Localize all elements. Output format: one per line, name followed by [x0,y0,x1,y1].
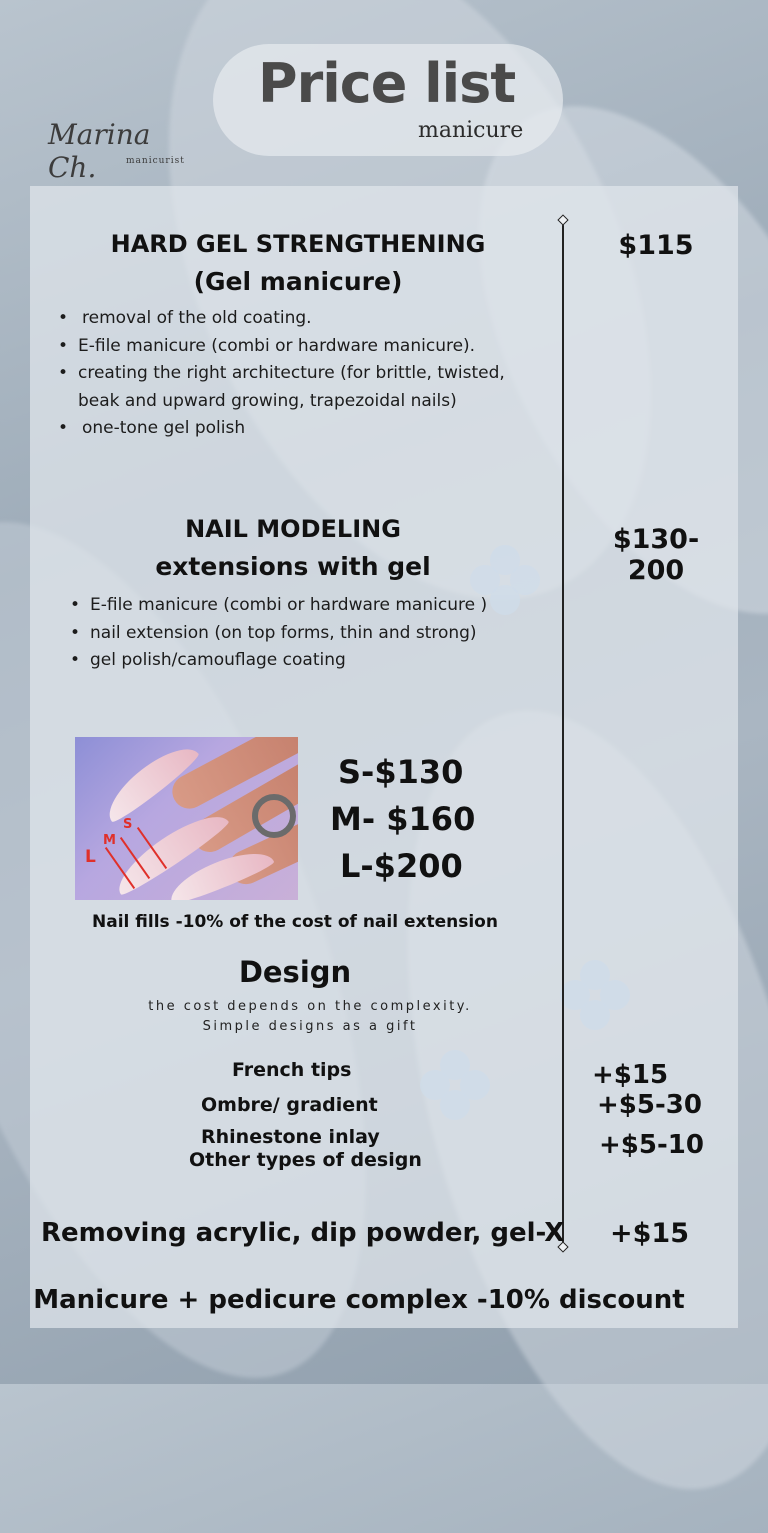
hard-gel-title: HARD GEL STRENGTHENING [110,230,486,258]
service-french-tips: French tips [232,1059,352,1081]
service-other-design: Other types of design [189,1149,422,1171]
hard-gel-bullets [56,305,536,443]
size-m-price: M- $160 [330,800,476,838]
design-note: Simple designs as a gift [202,1019,418,1034]
logo-name: Marina Ch. [48,118,151,184]
list-item: • creating the right architecture (for brittle, twisted, beak and upward growing, trapezoidal nails) [56,360,536,415]
nail-fills-note: Nail fills -10% of the cost of nail extension [92,912,498,932]
price-rhinestone: +$5-10 [599,1130,704,1160]
list-item: • one-tone gel polish [56,415,536,443]
price-ombre: +$5-30 [597,1090,702,1120]
list-item: • E-file manicure (combi or hardware manicure). [56,333,536,361]
nail-modeling-bullets [68,592,488,675]
price-french-tips: +$15 [592,1060,669,1090]
service-removal: Removing acrylic, dip powder, gel-X [41,1218,565,1248]
design-note: the cost depends on the complexity. [148,999,472,1014]
nail-modeling-subtitle: extensions with gel [155,552,431,581]
list-item: • E-file manicure (combi or hardware manicure ) [68,592,488,620]
nail-modeling-title: NAIL MODELING [185,515,401,543]
list-item: • gel polish/camouflage coating [68,647,488,675]
size-s-price: S-$130 [338,753,464,791]
list-item: • removal of the old coating. [56,305,536,333]
complex-discount-note: Manicure + pedicure complex -10% discount [33,1285,685,1315]
design-title: Design [238,955,352,989]
hard-gel-price: $115 [618,230,694,261]
price-removal: +$15 [610,1218,689,1249]
size-mark-l: L [85,847,96,867]
size-l-price: L-$200 [340,847,463,885]
divider-line [562,220,564,1248]
hard-gel-subtitle: (Gel manicure) [193,267,403,296]
nail-modeling-price: $130-200 [612,524,700,586]
logo-subtitle: manicurist [126,156,185,166]
size-mark-s: S [123,817,133,832]
page-subtitle: manicure [418,118,524,143]
service-rhinestone: Rhinestone inlay [201,1126,380,1148]
list-item: • nail extension (on top forms, thin and strong) [68,620,488,648]
size-mark-m: M [103,833,116,848]
service-ombre: Ombre/ gradient [201,1094,378,1116]
ring-icon [252,794,296,838]
page-title: Price list [258,52,516,115]
logo [48,112,198,184]
